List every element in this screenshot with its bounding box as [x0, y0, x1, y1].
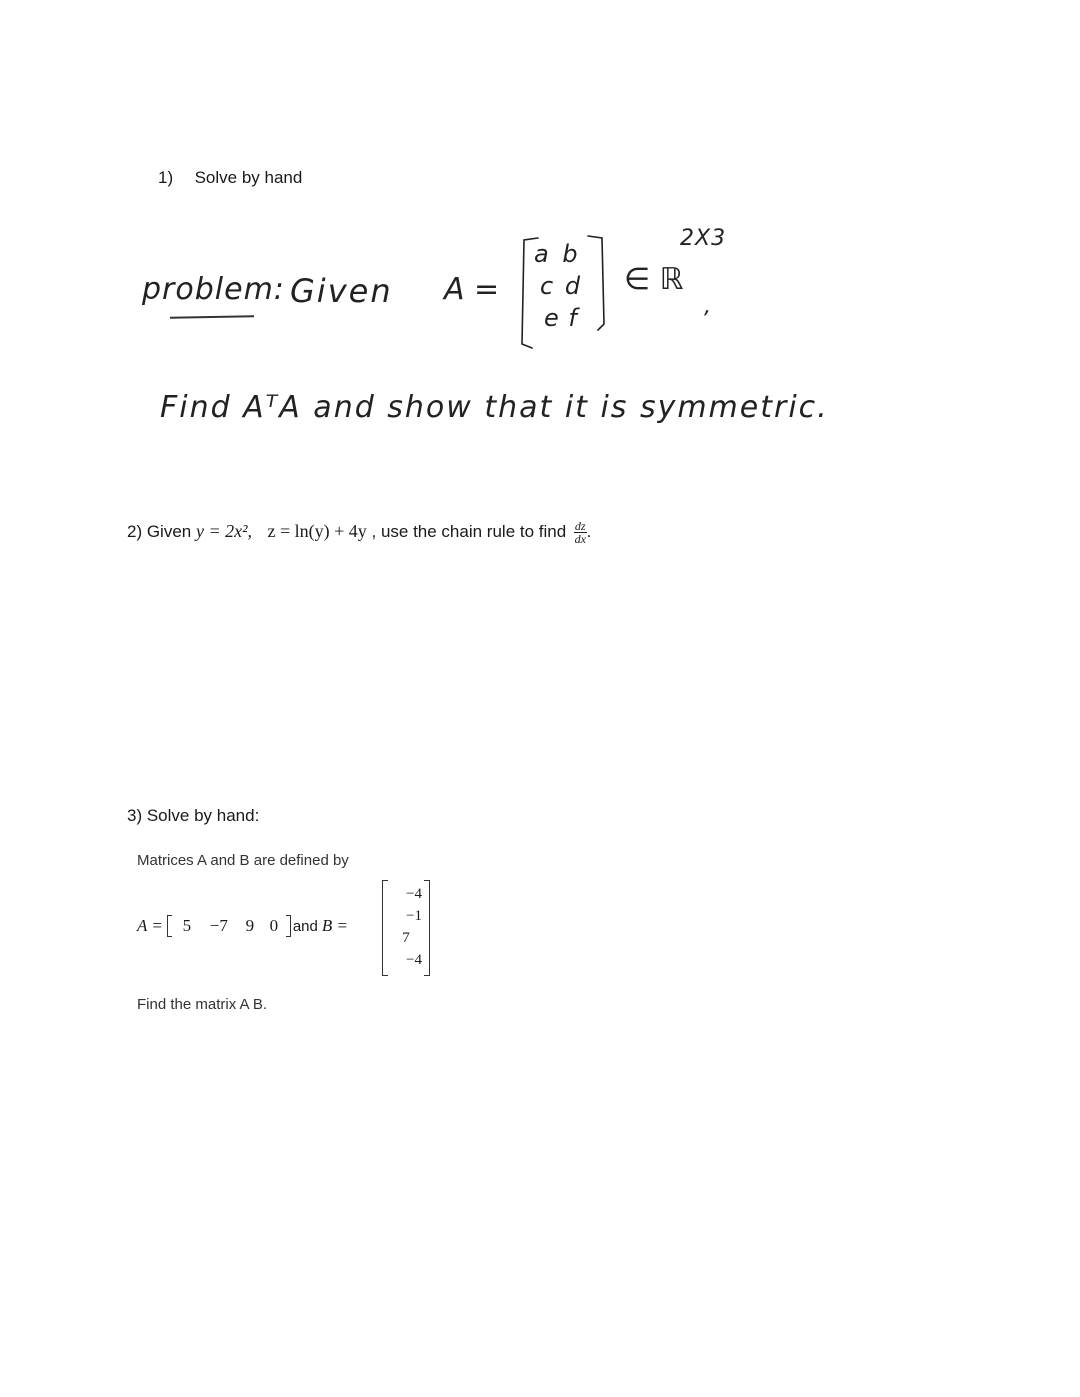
q1-number: 1) — [158, 168, 174, 187]
handwritten-a-equals: A = — [444, 272, 500, 307]
problem-underline — [170, 315, 254, 318]
q2-derivative-fraction — [574, 520, 587, 545]
handwritten-given: Given — [290, 272, 393, 310]
matrix-a-cell: 5 — [182, 916, 192, 935]
matrix-row-2: c d — [540, 272, 583, 300]
handwritten-dimensions: 2X3 — [680, 226, 727, 251]
handwritten-problem-label: problem: — [142, 272, 285, 307]
q1-heading — [158, 168, 302, 188]
q3-and: and — [292, 917, 318, 935]
q2-y-equation: y = 2x², — [195, 520, 253, 541]
q2-middle: , use the chain rule to find — [371, 521, 571, 541]
matrix-a-bracket — [167, 916, 291, 936]
q2-prefix: 2) Given — [127, 521, 196, 541]
q2-end: . — [586, 521, 592, 541]
handwritten-comma: , — [704, 294, 711, 319]
q3-title: 3) Solve by hand: — [127, 806, 260, 825]
q1-title: Solve by hand — [194, 168, 303, 187]
q2-frac-denominator: dx — [574, 532, 586, 546]
q3-defined-text: Matrices A and B are defined by — [137, 852, 349, 869]
matrix-b-right-bracket — [424, 880, 430, 976]
q2-frac-numerator: dz — [574, 519, 586, 533]
matrix-b-cell: 7 — [402, 930, 410, 946]
matrix-row-3: e f — [544, 304, 578, 332]
q2-line — [127, 520, 591, 545]
matrix-b-left-bracket — [382, 880, 388, 976]
matrix-row-1: a b — [534, 240, 581, 268]
q2-z-equation: z = ln(y) + 4y — [267, 520, 367, 541]
matrix-b-cells — [390, 883, 422, 971]
matrix-b-label: B = — [321, 916, 348, 935]
matrix-a-cell: 9 — [245, 916, 255, 935]
matrix-b-cell: −4 — [406, 952, 422, 968]
handwritten-matrix — [516, 232, 614, 352]
matrix-a-cell: −7 — [209, 916, 228, 935]
handwritten-find-line: Find AᵀA and show that it is symmetric. — [160, 390, 829, 425]
q3-matrix-a — [137, 916, 354, 936]
q3-matrix-b — [382, 880, 430, 976]
matrix-b-cell: −1 — [406, 908, 422, 924]
handwritten-element-of-r: ∈ ℝ — [624, 262, 684, 297]
matrix-b-cell: −4 — [406, 886, 422, 902]
matrix-a-cell: 0 — [269, 916, 279, 935]
q3-find-text: Find the matrix A B. — [137, 996, 268, 1013]
matrix-a-label: A = — [137, 916, 163, 935]
